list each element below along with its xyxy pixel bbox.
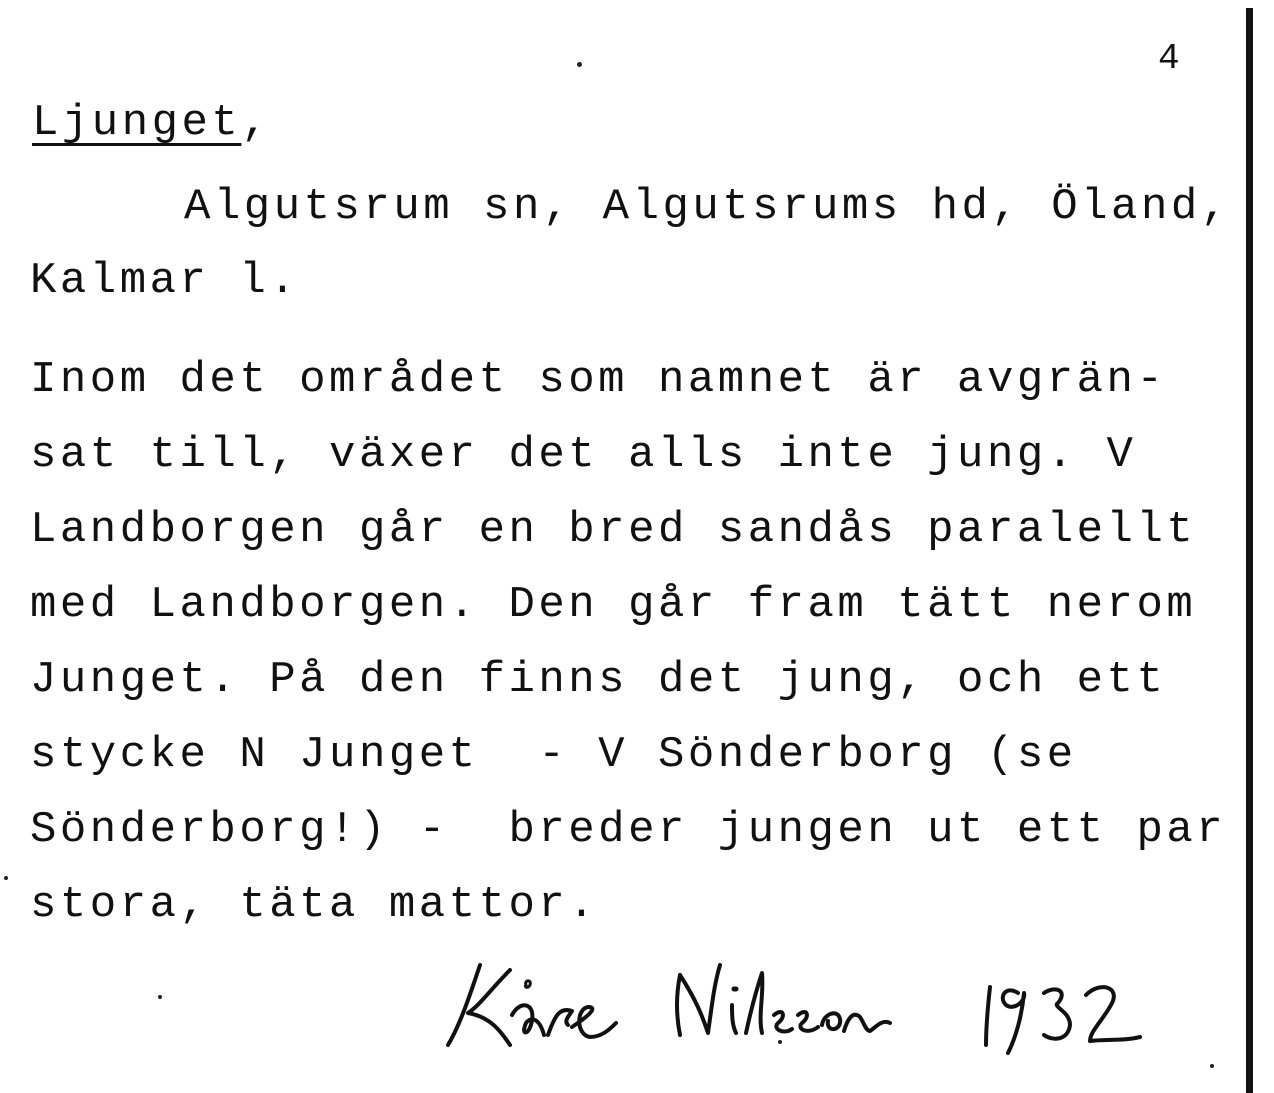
- place-name-heading: [32, 98, 271, 148]
- body-line: Landborgen går en bred sandås paralellt: [30, 505, 1197, 555]
- body-line: Inom det området som namnet är avgrän-: [30, 355, 1167, 405]
- ink-speck: [577, 62, 582, 67]
- ink-speck: [158, 995, 162, 999]
- card-edge-line: [1246, 8, 1253, 1093]
- body-line: Junget. På den finns det jung, och ett: [30, 655, 1167, 705]
- body-line: stycke N Junget - V Sönderborg (se: [30, 730, 1077, 780]
- body-line: sat till, växer det alls inte jung. V: [30, 430, 1137, 480]
- ink-speck: [1210, 1064, 1214, 1068]
- body-line: Sönderborg!) - breder jungen ut ett par: [30, 805, 1227, 855]
- body-line: stora, täta mattor.: [30, 880, 599, 930]
- location-line: Algutsrum sn, Algutsrums hd, Öland,: [184, 182, 1231, 232]
- page-number: 4: [1158, 38, 1182, 79]
- handwritten-signature: [440, 945, 1170, 1065]
- location-line: Kalmar l.: [30, 256, 300, 306]
- place-name: Ljunget: [32, 98, 242, 148]
- ink-speck: [4, 876, 8, 880]
- body-line: med Landborgen. Den går fram tätt nerom: [30, 580, 1197, 630]
- heading-comma: ,: [241, 98, 272, 148]
